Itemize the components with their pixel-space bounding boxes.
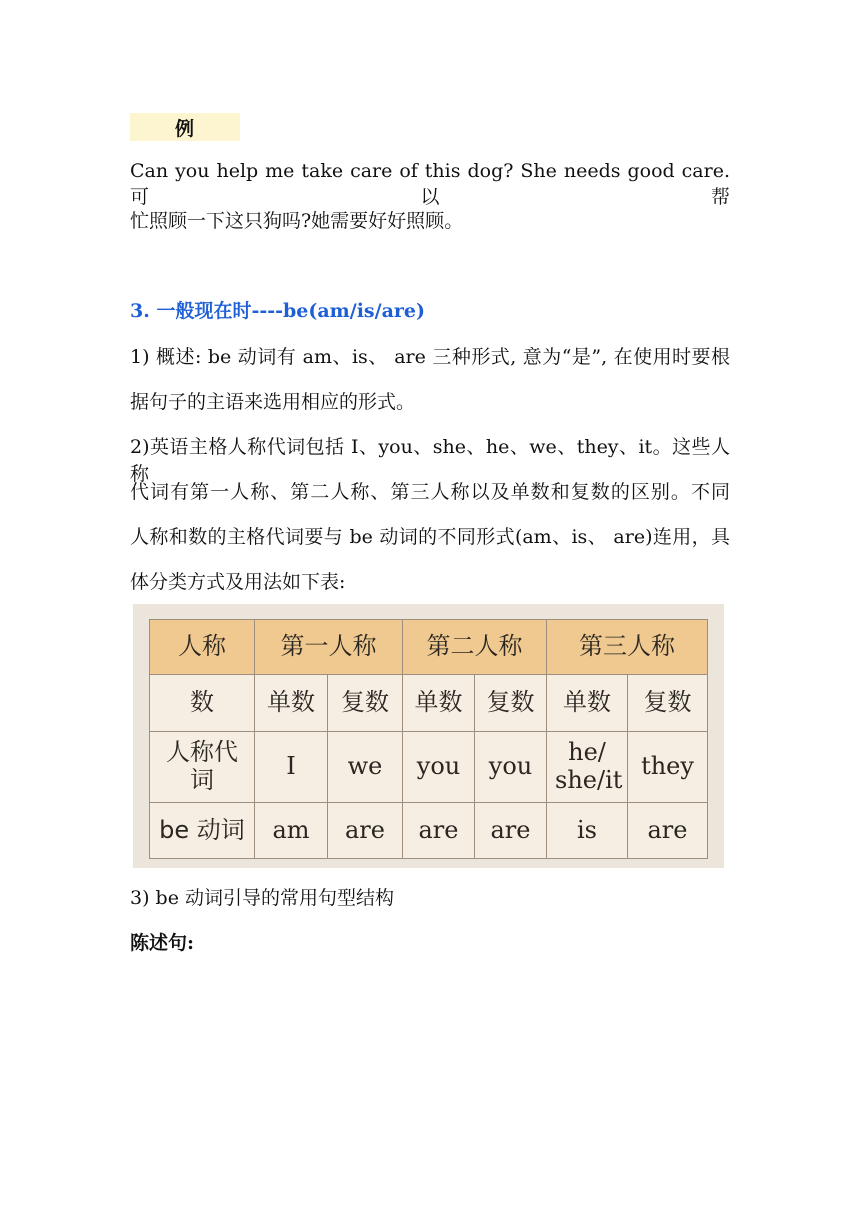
- paragraph-line: 体分类方式及用法如下表:: [130, 571, 346, 593]
- example-tag: 例: [130, 113, 240, 141]
- header-second-person: 第二人称: [403, 620, 547, 675]
- pronoun-cell: you: [475, 732, 547, 803]
- pronoun-be-table: [149, 619, 708, 859]
- header-third-person: 第三人称: [547, 620, 708, 675]
- example-sentence-line-1: Can you help me take care of this dog? She needs good care. 可以帮: [130, 160, 730, 208]
- sentence-pattern-line: 3) be 动词引导的常用句型结构: [130, 887, 394, 909]
- be-verb-label: be 动词: [150, 803, 255, 859]
- pronoun-cell: you: [403, 732, 475, 803]
- number-cell: 复数: [328, 675, 403, 732]
- number-cell: 复数: [475, 675, 547, 732]
- paragraph-line: 人称和数的主格代词要与 be 动词的不同形式(am、is、 are)连用，具: [130, 526, 730, 548]
- pronoun-cell: he/ she/it: [547, 732, 628, 803]
- be-verb-cell: are: [403, 803, 475, 859]
- pronoun-be-table-image: [133, 604, 724, 868]
- paragraph-line: 2)英语主格人称代词包括 I、you、she、he、we、they、it。这些人称: [130, 436, 730, 485]
- header-first-person: 第一人称: [255, 620, 403, 675]
- header-person: 人称: [150, 620, 255, 675]
- pronoun-label: 人称代词: [150, 732, 255, 803]
- be-verb-cell: are: [628, 803, 708, 859]
- number-cell: 单数: [255, 675, 328, 732]
- pronoun-cell: we: [328, 732, 403, 803]
- section-heading: 3. 一般现在时----be(am/is/are): [130, 300, 425, 322]
- be-verb-cell: are: [328, 803, 403, 859]
- number-cell: 单数: [403, 675, 475, 732]
- paragraph-line: 据句子的主语来选用相应的形式。: [130, 391, 416, 413]
- number-cell: 复数: [628, 675, 708, 732]
- paragraph-line: 代词有第一人称、第二人称、第三人称以及单数和复数的区别。不同: [130, 481, 730, 503]
- be-verb-cell: am: [255, 803, 328, 859]
- be-verb-cell: is: [547, 803, 628, 859]
- pronoun-cell: they: [628, 732, 708, 803]
- number-label: 数: [150, 675, 255, 732]
- example-sentence-line-2: 忙照顾一下这只狗吗?她需要好好照顾。: [130, 210, 464, 232]
- be-verb-cell: are: [475, 803, 547, 859]
- statement-heading: 陈述句:: [130, 932, 195, 954]
- number-cell: 单数: [547, 675, 628, 732]
- pronoun-cell: I: [255, 732, 328, 803]
- paragraph-line: 1) 概述: be 动词有 am、is、 are 三种形式, 意为“是”, 在使用时要根: [130, 346, 730, 368]
